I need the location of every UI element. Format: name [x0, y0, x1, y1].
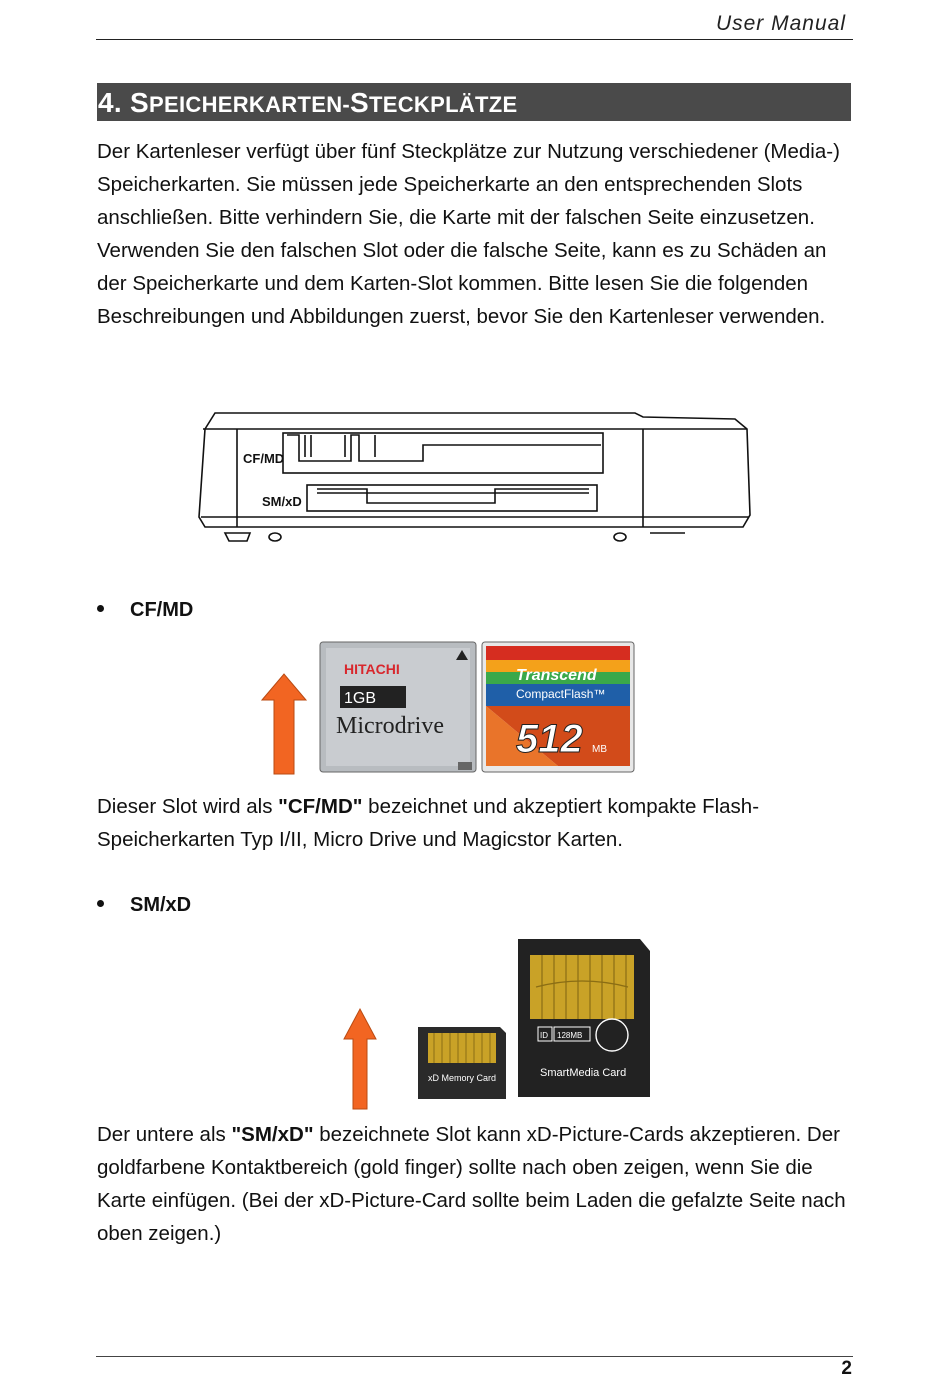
- reader-slot-top-label: CF/MD: [243, 451, 285, 466]
- microdrive-brand: HITACHI: [344, 661, 400, 677]
- microdrive-name: Microdrive: [336, 713, 444, 739]
- bullet-dot: [97, 900, 104, 907]
- card-reader-figure: [195, 405, 755, 547]
- smartmedia-card: [518, 939, 650, 1097]
- page-number: 2: [841, 1358, 852, 1379]
- bullet-dot: [97, 605, 104, 612]
- footer-divider: [96, 1356, 853, 1357]
- bullet-smxd: [97, 894, 191, 917]
- section-title-part-1: PEICHERKARTEN-: [149, 92, 351, 117]
- cf-capacity: 512: [516, 717, 583, 761]
- microdrive-card: [320, 642, 476, 772]
- microdrive-capacity: 1GB: [344, 690, 377, 707]
- section-title-initial-1: S: [130, 87, 150, 118]
- smxd-text-bold: "SM/xD": [231, 1123, 314, 1146]
- smxd-text-post: bezeichnete Slot kann xD-Picture-Cards akzeptieren. Der goldfarbene Kontaktbereich (gold finger) sollte nach oben zeigen, wenn Sie die Karte einfügen. (Bei der xD-Picture-Card sollte beim Laden die gefalzte Seite nach oben zeigen.): [97, 1123, 846, 1245]
- cfmd-text-pre: Dieser Slot wird als: [97, 795, 279, 818]
- xd-card: [418, 1027, 506, 1099]
- insert-direction-arrow: [344, 1009, 376, 1109]
- section-number: 4.: [98, 87, 122, 118]
- intro-paragraph: Der Kartenleser verfügt über fünf Steckplätze zur Nutzung verschiedener (Media-) Speicherkarten. Sie müssen jede Speicherkarte an den entsprechenden Slots anschließen. Bitte verhindern Sie, die Karte mit der falschen Seite einzusetzen. Verwenden Sie den falschen Slot oder die falsche Seite, kann es zu Schäden an der Speicherkarte und dem Karten-Slot kommen. Bitte lesen Sie die folgenden Beschreibungen und Abbildungen zuerst, bevor Sie den Kartenleser verwenden.: [97, 140, 840, 328]
- smxd-cards-figure: [340, 935, 660, 1115]
- smxd-description: [97, 1118, 857, 1250]
- cf-type: CompactFlash™: [516, 687, 606, 701]
- xd-label: xD Memory Card: [428, 1073, 497, 1083]
- insert-direction-arrow: [262, 674, 306, 774]
- section-title-part-2: TECKPLÄTZE: [369, 92, 518, 117]
- cfmd-text-bold: "CF/MD": [278, 795, 363, 818]
- section-title-initial-2: S: [350, 87, 370, 118]
- smxd-text-pre: Der untere als: [97, 1123, 232, 1146]
- compactflash-card: [482, 642, 634, 772]
- cfmd-description: [97, 790, 857, 856]
- sm-capacity: 128MB: [557, 1031, 583, 1040]
- sm-label: SmartMedia Card: [540, 1067, 627, 1079]
- running-header-title: User Manual: [715, 12, 846, 35]
- section-heading: [98, 87, 517, 119]
- cf-brand: Transcend: [516, 667, 597, 684]
- cfmd-text-post: bezeichnet und akzeptiert kompakte Flash-Speicherkarten Typ I/II, Micro Drive und Magicstor Karten.: [97, 795, 760, 851]
- bullet-cfmd: [97, 599, 193, 622]
- sm-id-label: ID: [540, 1031, 548, 1040]
- cf-capacity-unit: MB: [592, 744, 607, 755]
- cfmd-cards-figure: [258, 640, 638, 780]
- reader-slot-bottom-label: SM/xD: [262, 494, 302, 509]
- header-divider: [96, 39, 853, 40]
- cfmd-heading: CF/MD: [130, 599, 194, 621]
- smxd-heading: SM/xD: [130, 894, 192, 916]
